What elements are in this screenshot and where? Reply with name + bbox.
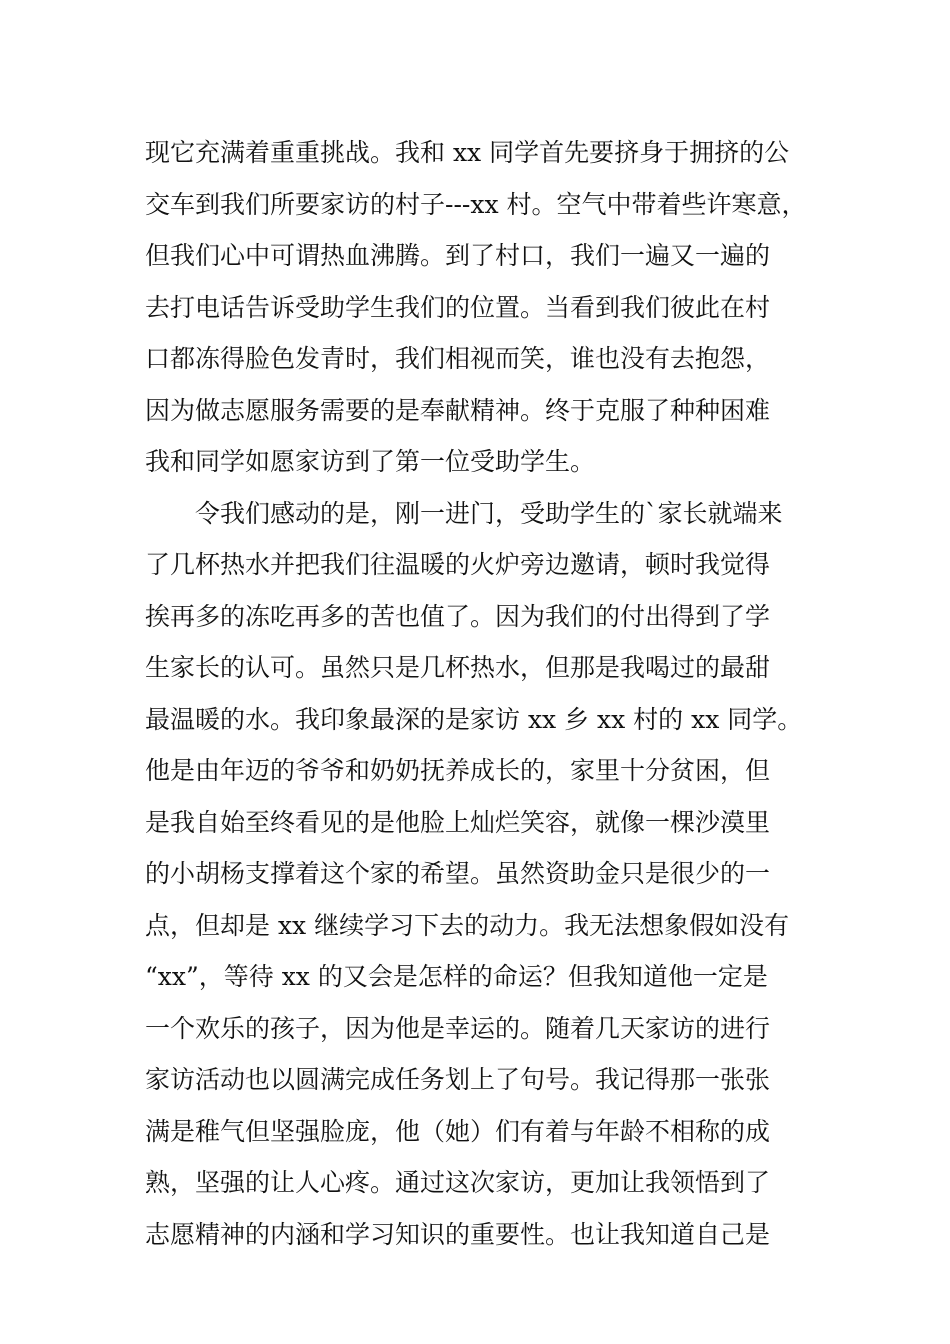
text-line: 挨再多的冻吃再多的苦也值了。因为我们的付出得到了学 bbox=[145, 601, 771, 631]
text-line: 是我自始至终看见的是他脸上灿烂笑容，就像一棵沙漠里 bbox=[145, 807, 771, 837]
text-line: 交车到我们所要家访的村子---xx 村。空气中带着些许寒意， bbox=[145, 189, 807, 219]
text-line: 点，但却是 xx 继续学习下去的动力。我无法想象假如没有 bbox=[145, 910, 790, 940]
text-line: 生家长的认可。虽然只是几杯热水，但那是我喝过的最甜 bbox=[145, 653, 771, 682]
text-line: 但我们心中可谓热血沸腾。到了村口，我们一遍又一遍的 bbox=[145, 241, 771, 270]
text-line: 现它充满着重重挑战。我和 xx 同学首先要挤身于拥挤的公 bbox=[145, 138, 790, 167]
text-line: 了几杯热水并把我们往温暖的火炉旁边邀请，顿时我觉得 bbox=[145, 550, 771, 579]
text-line: 因为做志愿服务需要的是奉献精神。终于克服了种种困难 bbox=[145, 395, 771, 425]
text-line: 满是稚气但坚强脸庞，他（她）们有着与年龄不相称的成 bbox=[145, 1116, 771, 1146]
text-line: 家访活动也以圆满完成任务划上了句号。我记得那一张张 bbox=[145, 1065, 771, 1094]
text-line: 最温暖的水。我印象最深的是家访 xx 乡 xx 村的 xx 同学。 bbox=[145, 704, 803, 734]
text-line: 他是由年迈的爷爷和奶奶抚养成长的，家里十分贫困，但 bbox=[145, 756, 771, 785]
text-line: 一个欢乐的孩子，因为他是幸运的。随着几天家访的进行 bbox=[145, 1013, 771, 1043]
text-line: “xx”，等待 xx 的又会是怎样的命运？但我知道他一定是 bbox=[145, 962, 768, 991]
text-line: 的小胡杨支撑着这个家的希望。虽然资助金只是很少的一 bbox=[145, 859, 771, 888]
text-line: 我和同学如愿家访到了第一位受助学生。 bbox=[145, 447, 596, 476]
paragraph-start-line: 令我们感动的是，刚一进门，受助学生的`家长就端来 bbox=[145, 498, 783, 528]
body-text bbox=[145, 127, 825, 1260]
text-line: 口都冻得脸色发青时，我们相视而笑，谁也没有去抱怨， bbox=[145, 344, 771, 373]
text-line: 去打电话告诉受助学生我们的位置。当看到我们彼此在村 bbox=[145, 292, 771, 322]
text-line: 熟，坚强的让人心疼。通过这次家访，更加让我领悟到了 bbox=[145, 1168, 771, 1197]
text-line: 志愿精神的内涵和学习知识的重要性。也让我知道自己是 bbox=[145, 1219, 771, 1249]
